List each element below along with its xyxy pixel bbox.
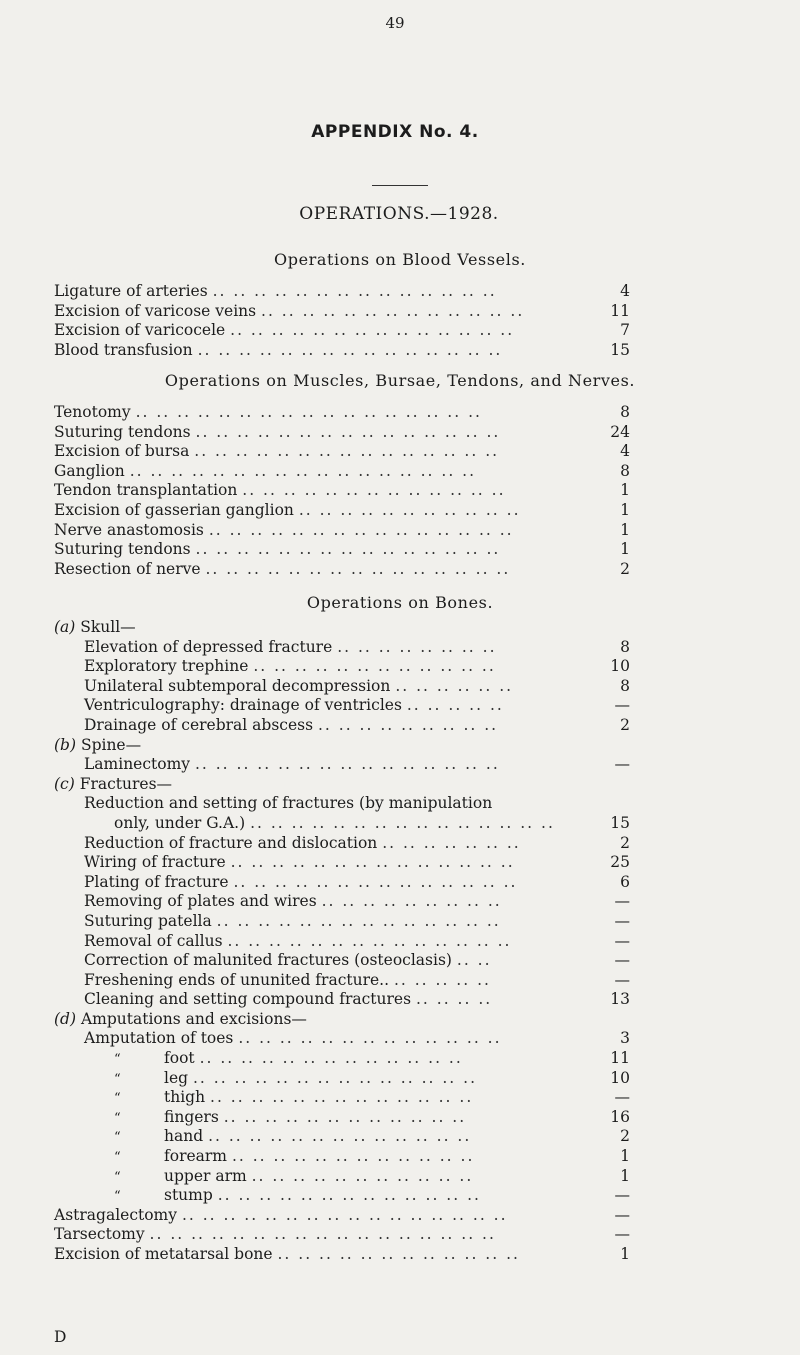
row-text: only, under G.A.) xyxy=(114,813,251,832)
leader-dots: .. .. .. .. .. .. .. .. .. xyxy=(321,892,502,911)
row-label xyxy=(54,481,506,501)
table-row xyxy=(0,282,800,302)
row-label xyxy=(54,540,500,560)
row-text: Excision of varicocele xyxy=(54,321,231,340)
row-label xyxy=(54,341,502,361)
leader-dots: .. .. .. .. .. .. .. .. .. .. .. .. .. xyxy=(261,301,525,320)
row-label xyxy=(114,1186,481,1207)
row-text: Resection of nerve xyxy=(54,559,206,578)
row-value: 7 xyxy=(620,321,630,340)
leader-dots: .. .. .. .. .. .. .. .. .. .. .. .. .. .. xyxy=(212,282,497,300)
table-row xyxy=(0,971,800,991)
row-text: Drainage of cerebral abscess xyxy=(84,715,318,734)
bones-table xyxy=(0,618,800,1265)
row-text: leg xyxy=(164,1068,193,1087)
row-text: Amputation of toes xyxy=(84,1029,239,1048)
table-row xyxy=(0,716,800,736)
subsection-letter: (a) xyxy=(54,618,81,636)
row-label xyxy=(84,873,517,893)
row-value: 2 xyxy=(620,1127,630,1146)
table-row xyxy=(0,755,800,775)
table-row xyxy=(0,341,800,361)
row-label xyxy=(84,794,492,814)
subsection-letter: (b) xyxy=(54,735,81,754)
row-label xyxy=(54,560,510,580)
row-value: — xyxy=(614,1186,630,1205)
leader-dots: .. .. .. .. .. .. .. .. .. .. .. .. .. xyxy=(199,1049,463,1068)
row-value: — xyxy=(614,911,630,930)
row-value: — xyxy=(614,1205,630,1224)
row-label xyxy=(84,912,501,932)
row-label xyxy=(54,442,499,462)
table-row xyxy=(0,462,800,482)
page-number: 49 xyxy=(385,14,405,32)
subsection-letter: (d) xyxy=(54,1009,81,1028)
leader-dots: .. .. .. .. .. xyxy=(406,696,504,715)
row-value: 1 xyxy=(620,1166,630,1185)
row-text: thigh xyxy=(164,1088,211,1107)
leader-dots: .. .. .. .. .. .. .. .. xyxy=(337,637,497,656)
ditto-mark: “ xyxy=(114,1091,121,1107)
ditto-mark: “ xyxy=(114,1052,121,1068)
table-row xyxy=(0,442,800,462)
row-label xyxy=(84,932,511,952)
table-row xyxy=(0,1049,800,1069)
leader-dots: .. .. .. .. .. .. .. .. .. .. .. .. .. xyxy=(242,481,506,500)
row-value: 1 xyxy=(620,520,630,539)
subsection-label: Skull— xyxy=(80,618,136,636)
table-row xyxy=(0,912,800,932)
row-text: Unilateral subtemporal decompression xyxy=(84,676,396,695)
table-row xyxy=(0,1029,800,1049)
row-label xyxy=(84,696,504,716)
leader-dots: .. .. .. .. xyxy=(415,990,493,1009)
row-value: — xyxy=(614,696,630,715)
row-label xyxy=(54,403,482,423)
row-label xyxy=(114,1049,463,1070)
row-text: Freshening ends of ununited fracture.. xyxy=(84,970,394,989)
leader-dots: .. .. .. .. .. .. .. xyxy=(382,833,521,852)
row-value: 4 xyxy=(620,442,630,461)
document-title: OPERATIONS.—1928. xyxy=(299,204,499,224)
row-label xyxy=(54,521,514,541)
table-row xyxy=(0,1245,800,1265)
row-text: Reduction of fracture and dislocation xyxy=(84,833,383,852)
leader-dots: .. .. .. .. .. .. .. .. .. .. .. .. .. .. .. .. .. xyxy=(135,403,482,421)
leader-dots: .. .. .. .. .. .. .. .. .. xyxy=(317,715,499,734)
leader-dots: .. .. .. .. .. xyxy=(393,970,491,989)
leader-dots: .. .. .. .. .. .. .. .. .. .. .. .. .. .. .. xyxy=(195,422,501,441)
row-text: stump xyxy=(164,1186,218,1205)
row-label xyxy=(54,321,514,341)
leader-dots: .. .. .. .. .. .. .. .. .. .. .. .. xyxy=(231,1147,475,1166)
row-text: upper arm xyxy=(164,1166,252,1185)
row-text: Reduction and setting of fractures (by manipulation xyxy=(84,794,493,813)
row-label xyxy=(84,892,502,912)
leader-dots: .. .. .. .. .. .. .. .. .. .. .. .. .. .. .. xyxy=(194,442,500,461)
row-text: Excision of bursa xyxy=(54,442,195,461)
row-value: 10 xyxy=(610,657,630,676)
section-heading-blood: Operations on Blood Vessels. xyxy=(274,250,526,269)
section-heading-muscles: Operations on Muscles, Bursae, Tendons, and Nerves. xyxy=(164,371,636,390)
table-row xyxy=(0,423,800,443)
table-row xyxy=(0,1167,800,1187)
ditto-mark: “ xyxy=(114,1071,121,1087)
table-row xyxy=(0,302,800,322)
row-text: Blood transfusion xyxy=(54,340,198,359)
row-text: Correction of malunited fractures (osteoclasis) xyxy=(84,951,457,970)
row-label xyxy=(84,951,492,971)
row-text: Tendon transplantation xyxy=(54,481,243,500)
subsection-label: Fractures— xyxy=(79,774,173,793)
leader-dots: .. .. .. .. .. .. .. .. .. .. .. .. .. .. xyxy=(216,911,501,930)
row-label xyxy=(114,1069,477,1090)
row-text: Removing of plates and wires xyxy=(84,892,322,911)
row-value: — xyxy=(614,951,630,970)
row-text: Tarsectomy xyxy=(54,1225,150,1244)
row-value: — xyxy=(614,755,630,774)
table-row xyxy=(0,481,800,501)
table-row xyxy=(0,834,800,854)
row-label xyxy=(54,1245,520,1265)
leader-dots: .. .. .. .. .. .. .. .. .. .. .. .. xyxy=(277,1245,520,1263)
leader-dots: .. .. .. .. .. .. .. .. .. .. .. .. .. xyxy=(217,1186,481,1205)
table-row xyxy=(0,951,800,971)
subsection-heading xyxy=(0,736,800,756)
row-value: — xyxy=(614,1088,630,1107)
row-label xyxy=(84,716,498,736)
row-value: — xyxy=(614,970,630,989)
table-row xyxy=(0,521,800,541)
table-row xyxy=(0,696,800,716)
subsection-heading xyxy=(0,1010,800,1030)
ditto-mark: “ xyxy=(114,1110,121,1126)
row-value: 8 xyxy=(620,403,630,421)
table-row xyxy=(0,501,800,521)
row-label xyxy=(114,1147,474,1168)
table-row xyxy=(0,1147,800,1167)
table-row xyxy=(0,657,800,677)
table-row xyxy=(0,1206,800,1226)
row-value: 25 xyxy=(610,853,630,872)
table-row xyxy=(0,1127,800,1147)
row-label xyxy=(54,1206,508,1226)
table-row xyxy=(0,677,800,697)
row-text: Ventriculography: drainage of ventricles xyxy=(84,696,407,715)
leader-dots: .. .. .. .. .. .. .. .. .. .. .. .. xyxy=(223,1107,467,1126)
ditto-mark: “ xyxy=(114,1150,121,1166)
row-value: 24 xyxy=(610,422,630,441)
row-value: 16 xyxy=(610,1107,630,1126)
appendix-title: APPENDIX No. 4. xyxy=(311,122,479,142)
table-row xyxy=(0,321,800,341)
row-label xyxy=(114,814,555,834)
blood-table xyxy=(0,282,800,360)
row-text: hand xyxy=(164,1127,209,1146)
row-text: Elevation of depressed fracture xyxy=(84,637,338,656)
leader-dots: .. .. .. .. .. .. .. .. .. .. .. .. .. .. xyxy=(227,931,512,950)
ditto-mark: “ xyxy=(114,1130,121,1146)
row-label xyxy=(114,1127,471,1148)
table-row xyxy=(0,853,800,873)
table-row xyxy=(0,990,800,1010)
row-text: Suturing patella xyxy=(84,911,217,930)
table-row xyxy=(0,794,800,814)
leader-dots: .. .. xyxy=(456,951,492,970)
footer-mark: D xyxy=(54,1328,67,1346)
row-value: 8 xyxy=(620,461,630,480)
row-text: Suturing tendons xyxy=(54,422,196,441)
row-label xyxy=(54,501,521,521)
row-text: Removal of callus xyxy=(84,931,228,950)
row-text: Suturing tendons xyxy=(54,540,196,559)
row-text: fingers xyxy=(164,1107,224,1126)
row-label xyxy=(54,462,476,482)
row-value: 6 xyxy=(620,872,630,891)
leader-dots: .. .. .. .. .. .. .. .. .. .. .. .. .. .. xyxy=(230,853,515,872)
row-value: 2 xyxy=(620,833,630,852)
subsection-letter: (c) xyxy=(54,774,80,793)
row-text: forearm xyxy=(164,1147,232,1166)
table-row xyxy=(0,932,800,952)
row-value: 2 xyxy=(620,559,630,578)
row-text: Plating of fracture xyxy=(84,872,234,891)
row-label xyxy=(84,677,513,697)
leader-dots: .. .. .. .. .. .. .. .. .. .. .. xyxy=(298,500,521,519)
leader-dots: .. .. .. .. .. .. .. .. .. .. .. .. .. .. .. .. xyxy=(181,1205,508,1224)
row-value: 10 xyxy=(610,1068,630,1087)
row-label xyxy=(84,834,521,854)
row-value: — xyxy=(614,1225,630,1244)
row-value: 1 xyxy=(620,481,630,500)
section-heading-bones: Operations on Bones. xyxy=(306,593,494,612)
divider-rule xyxy=(372,185,428,186)
leader-dots: .. .. .. .. .. .. .. .. .. .. .. .. .. .. .. .. .. xyxy=(129,461,477,480)
row-label xyxy=(84,990,492,1010)
row-value: — xyxy=(614,892,630,911)
table-row xyxy=(0,403,800,423)
row-label xyxy=(54,423,500,443)
leader-dots: .. .. .. .. .. .. .. .. .. .. .. .. .. .. .. xyxy=(250,813,555,832)
row-text: Excision of metatarsal bone xyxy=(54,1245,278,1263)
table-row xyxy=(0,540,800,560)
row-text: Exploratory trephine xyxy=(84,657,254,676)
ditto-mark: “ xyxy=(114,1169,121,1185)
row-label xyxy=(114,1167,473,1188)
leader-dots: .. .. .. .. .. .. .. .. .. .. .. .. .. .. .. xyxy=(208,520,514,539)
subsection-heading xyxy=(0,618,800,638)
row-text: Laminectomy xyxy=(84,755,195,774)
leader-dots: .. .. .. .. .. .. .. .. .. .. .. .. .. .. xyxy=(230,321,515,340)
table-row xyxy=(0,814,800,834)
row-value: 1 xyxy=(620,1147,630,1166)
table-row xyxy=(0,873,800,893)
row-value: 11 xyxy=(610,1049,630,1068)
row-label xyxy=(84,1029,502,1049)
row-text: Astragalectomy xyxy=(54,1205,182,1224)
row-text: Cleaning and setting compound fractures xyxy=(84,990,416,1009)
leader-dots: .. .. .. .. .. .. .. .. .. .. .. .. .. .. .. xyxy=(205,559,511,578)
leader-dots: .. .. .. .. .. .. .. .. .. .. .. .. .. xyxy=(210,1088,474,1107)
row-text: Excision of varicose veins xyxy=(54,301,262,320)
row-value: 1 xyxy=(620,540,630,559)
table-row xyxy=(0,638,800,658)
leader-dots: .. .. .. .. .. .. .. .. .. .. .. .. .. .. .. xyxy=(197,340,503,359)
row-text: Excision of gasserian ganglion xyxy=(54,500,299,519)
subsection-label: Spine— xyxy=(80,735,142,754)
row-text: Ligature of arteries xyxy=(54,282,213,300)
row-value: 15 xyxy=(610,813,630,832)
table-row xyxy=(0,1069,800,1089)
row-value: 3 xyxy=(620,1029,630,1048)
table-row xyxy=(0,1088,800,1108)
row-value: 1 xyxy=(620,500,630,519)
row-value: 2 xyxy=(620,715,630,734)
leader-dots: .. .. .. .. .. .. .. .. .. .. .. .. .. .. xyxy=(192,1068,477,1087)
row-label xyxy=(84,638,497,658)
row-label xyxy=(114,1108,466,1129)
leader-dots: .. .. .. .. .. .. .. .. .. .. .. .. .. .. .. xyxy=(195,540,501,559)
row-value: 4 xyxy=(620,282,630,300)
leader-dots: .. .. .. .. .. .. .. .. .. .. .. .. .. xyxy=(208,1127,472,1146)
table-row xyxy=(0,892,800,912)
row-value: 1 xyxy=(620,1245,630,1263)
row-value: 8 xyxy=(620,637,630,656)
row-value: 13 xyxy=(610,990,630,1009)
leader-dots: .. .. .. .. .. .. .. .. .. .. .. .. .. .. .. .. .. xyxy=(149,1225,496,1244)
row-label xyxy=(84,853,515,873)
row-text: Ganglion xyxy=(54,461,130,480)
table-row xyxy=(0,1225,800,1245)
leader-dots: .. .. .. .. .. .. .. .. .. .. .. xyxy=(251,1166,474,1185)
row-label xyxy=(54,302,524,322)
leader-dots: .. .. .. .. .. .. xyxy=(395,676,514,695)
row-label xyxy=(84,755,500,775)
table-row xyxy=(0,1108,800,1128)
row-value: 15 xyxy=(610,340,630,359)
row-text: foot xyxy=(164,1049,200,1068)
subsection-heading xyxy=(0,775,800,795)
subsection-label: Amputations and excisions— xyxy=(80,1009,307,1028)
leader-dots: .. .. .. .. .. .. .. .. .. .. .. .. .. .. xyxy=(233,872,518,891)
table-row xyxy=(0,1186,800,1206)
row-value: — xyxy=(614,931,630,950)
ditto-mark: “ xyxy=(114,1189,121,1205)
muscles-table xyxy=(0,403,800,579)
row-text: Tenotomy xyxy=(54,403,136,421)
leader-dots: .. .. .. .. .. .. .. .. .. .. .. .. xyxy=(253,657,496,676)
row-label xyxy=(54,1225,496,1245)
row-text: Nerve anastomosis xyxy=(54,520,209,539)
table-row xyxy=(0,560,800,580)
leader-dots: .. .. .. .. .. .. .. .. .. .. .. .. .. xyxy=(238,1029,502,1048)
row-label xyxy=(114,1088,473,1109)
row-label xyxy=(84,971,491,991)
leader-dots: .. .. .. .. .. .. .. .. .. .. .. .. .. .. .. xyxy=(194,755,500,774)
row-label xyxy=(54,282,497,302)
row-label xyxy=(84,657,496,677)
row-text: Wiring of fracture xyxy=(84,853,231,872)
row-value: 8 xyxy=(620,676,630,695)
row-value: 11 xyxy=(610,301,630,320)
